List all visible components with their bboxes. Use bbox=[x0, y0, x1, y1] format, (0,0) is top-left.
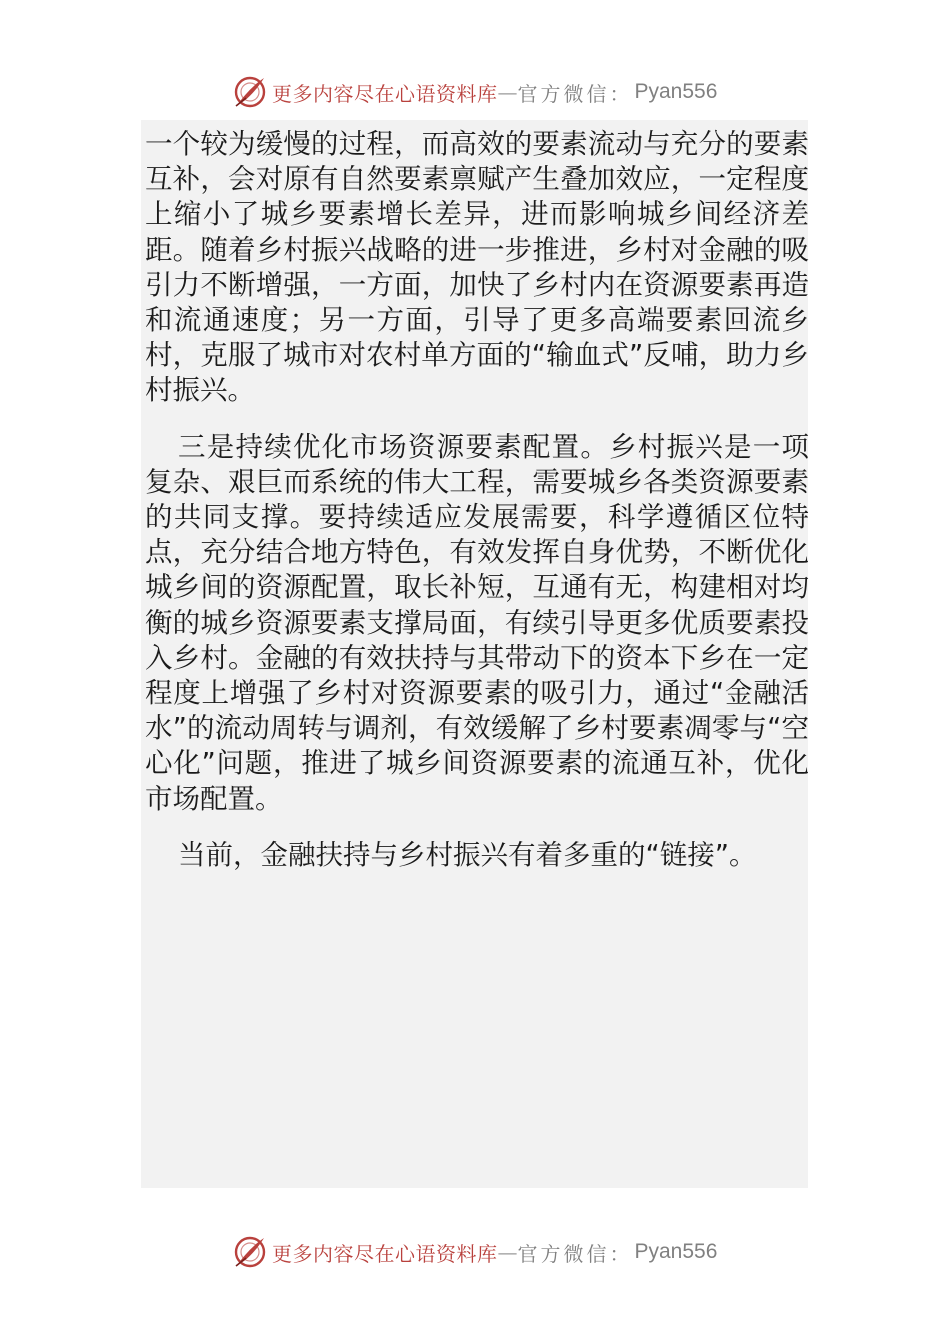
paragraph-3: 当前，金融扶持与乡村振兴有着多重的“链接”。 bbox=[178, 838, 757, 871]
paragraph-2: 三是持续优化市场资源要素配置。乡村振兴是一项复杂、艰巨而系统的伟大工程，需要城乡各类资源要素的共同支撑。要持续适应发展需要，科学遵循区位特点，充分结合地方特色，有效发挥自身优势，不断优化城乡间的资源配置，取长补短，互通有无，构建相对均衡的城乡资源要素支撑局面，有续引导更多优质要素投入乡村。金融的有效扶持与其带动下的资本下乡在一定程度上增强了乡村对资源要素的吸引力，通过“金融活水”的流动周转与调剂，有效缓解了乡村要素凋零与“空心化”问题，推进了城乡间资源要素的流通互补，优化市场配置。 bbox=[145, 430, 809, 815]
watermark-title: 更多内容尽在心语资料库 bbox=[272, 81, 498, 106]
watermark-wechat-id: Pyan556 bbox=[634, 1240, 718, 1263]
watermark-title: 更多内容尽在心语资料库 bbox=[272, 1241, 498, 1266]
watermark-wechat-label: 官方微信： bbox=[517, 1241, 633, 1266]
watermark-separator: — bbox=[497, 80, 518, 104]
document-body bbox=[145, 127, 809, 873]
quill-seal-icon bbox=[232, 1234, 268, 1270]
watermark-wechat-label: 官方微信： bbox=[517, 81, 633, 106]
watermark-wechat-id: Pyan556 bbox=[634, 80, 718, 103]
quill-seal-icon bbox=[232, 74, 268, 110]
footer-watermark bbox=[232, 1234, 717, 1270]
paragraph-1: 一个较为缓慢的过程，而高效的要素流动与充分的要素互补，会对原有自然要素禀赋产生叠加效应，一定程度上缩小了城乡要素增长差异，进而影响城乡间经济差距。随着乡村振兴战略的进一步推进，乡村对金融的吸引力不断增强，一方面，加快了乡村内在资源要素再造和流通速度；另一方面，引导了更多高端要素回流乡村，克服了城市对农村单方面的“输血式”反哺，助力乡村振兴。 bbox=[145, 128, 809, 407]
watermark-separator: — bbox=[497, 1240, 518, 1264]
header-watermark bbox=[232, 74, 717, 110]
